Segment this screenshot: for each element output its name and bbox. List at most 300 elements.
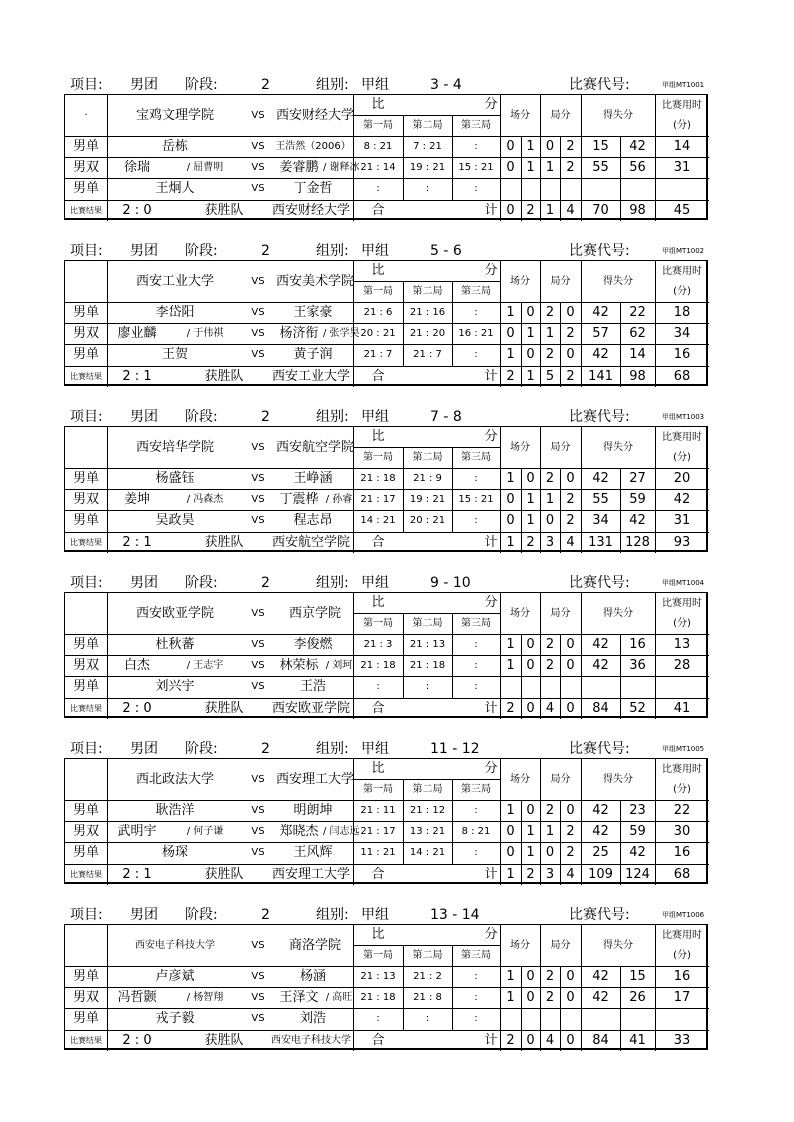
result-score: 2 : 0 xyxy=(122,1033,152,1048)
row-type: 男双 xyxy=(72,160,99,175)
row-type: 男单 xyxy=(72,471,99,486)
group-value: 甲组 xyxy=(361,243,389,259)
group-value: 甲组 xyxy=(361,77,389,93)
field-score-a: 1 xyxy=(506,990,515,1005)
game3-score: : xyxy=(474,349,478,360)
time-header-1: 比赛用时 xyxy=(662,598,702,609)
winner-team: 西安欧亚学院 xyxy=(271,701,350,716)
points-a: 42 xyxy=(592,471,609,486)
player-b-partner: / 孙睿 xyxy=(325,494,353,505)
vs-label: VS xyxy=(251,328,265,339)
game3-score: 16 : 21 xyxy=(458,328,494,339)
pair-value: 3 - 4 xyxy=(430,77,462,93)
field-score-a: 0 xyxy=(506,824,515,839)
field-score-a: 0 xyxy=(506,160,515,175)
game-score-a: 2 xyxy=(545,658,555,673)
total-field-b: 2 xyxy=(526,203,535,218)
game-score-header: 局分 xyxy=(550,276,571,287)
result-label: 比赛结果 xyxy=(70,704,102,713)
game-score-header: 局分 xyxy=(550,940,571,951)
total-game-b: 2 xyxy=(566,369,575,384)
game-score-b: 2 xyxy=(566,513,575,528)
match-block xyxy=(64,574,708,720)
total-label-he: 合 xyxy=(371,867,385,882)
total-label-he: 合 xyxy=(371,203,385,218)
player-a: 刘兴宇 xyxy=(155,679,195,694)
total-label-ji: 计 xyxy=(484,701,498,716)
game3-header: 第三局 xyxy=(461,120,491,131)
points-a: 57 xyxy=(592,326,609,341)
game1-score: : xyxy=(376,1013,380,1024)
label-stage: 阶段: xyxy=(185,77,218,93)
vs-label: VS xyxy=(251,847,265,858)
points-a: 42 xyxy=(592,803,609,818)
winner-team: 西安电子科技大学 xyxy=(271,1035,351,1046)
score-header-bi: 比 xyxy=(371,263,385,278)
vs-label: VS xyxy=(251,971,265,982)
score-header-bi: 比 xyxy=(371,761,385,776)
score-header-fen: 分 xyxy=(484,761,498,776)
match-code: 甲组MT1006 xyxy=(662,911,705,919)
match-table xyxy=(64,924,708,1050)
row-type: 男单 xyxy=(72,845,99,860)
label-project: 项目: xyxy=(70,575,103,591)
field-score-a: 1 xyxy=(506,658,515,673)
total-points-b: 98 xyxy=(629,369,646,384)
group-value: 甲组 xyxy=(361,575,389,591)
player-a-partner: / 屈曹明 xyxy=(186,162,224,173)
total-field-b: 0 xyxy=(526,701,535,716)
team-a-name: 西安欧亚学院 xyxy=(135,606,214,621)
points-a: 25 xyxy=(592,845,609,860)
match-header xyxy=(64,574,708,592)
row-type: 男双 xyxy=(72,824,99,839)
time-header-2: (分) xyxy=(673,120,691,131)
total-points-a: 70 xyxy=(592,203,609,218)
total-points-a: 131 xyxy=(588,535,613,550)
field-score-a: 0 xyxy=(506,513,515,528)
points-b: 42 xyxy=(629,513,646,528)
time-used xyxy=(655,1008,709,1030)
points-b: 23 xyxy=(629,803,646,818)
game-score-a xyxy=(540,676,560,698)
event-name: 男团 xyxy=(130,741,158,757)
vs-label: VS xyxy=(251,826,265,837)
game3-score: : xyxy=(474,639,478,650)
game3-score: : xyxy=(474,805,478,816)
player-a: 王炯人 xyxy=(155,181,195,196)
total-time: 93 xyxy=(673,535,691,550)
total-label-ji: 计 xyxy=(484,1033,498,1048)
event-name: 男团 xyxy=(130,575,158,591)
label-stage: 阶段: xyxy=(185,243,218,259)
team-b-name: 西安美术学院 xyxy=(275,274,354,289)
vs-label: VS xyxy=(251,473,265,484)
game-score-b: 2 xyxy=(566,139,575,154)
score-header-bi: 比 xyxy=(371,97,385,112)
total-game-b: 4 xyxy=(566,867,575,882)
field-score-a: 0 xyxy=(506,139,515,154)
vs-label: VS xyxy=(251,162,265,173)
vs-label: VS xyxy=(251,183,265,194)
label-project: 项目: xyxy=(70,243,103,259)
total-field-b: 2 xyxy=(526,535,535,550)
total-field-a: 1 xyxy=(506,867,515,882)
player-a-partner: / 冯森杰 xyxy=(186,494,224,505)
points-b: 26 xyxy=(629,990,646,1005)
team-a-name: 西安培华学院 xyxy=(135,440,214,455)
game-score-a: 2 xyxy=(545,471,555,486)
game3-score: : xyxy=(474,847,478,858)
field-score-header: 场分 xyxy=(510,276,530,287)
points-b xyxy=(620,1008,655,1030)
total-game-a: 3 xyxy=(545,535,555,550)
row-type: 男单 xyxy=(72,513,99,528)
match-table xyxy=(64,592,708,718)
points-b: 22 xyxy=(629,305,646,320)
game1-score: 21 : 17 xyxy=(360,826,396,837)
winner-label: 获胜队 xyxy=(204,867,244,882)
total-field-b: 0 xyxy=(526,1033,535,1048)
game-score-b: 0 xyxy=(566,990,575,1005)
game-score-header: 局分 xyxy=(550,774,571,785)
field-score-b: 1 xyxy=(526,326,535,341)
match-code: 甲组MT1001 xyxy=(662,81,705,89)
label-stage: 阶段: xyxy=(185,741,218,757)
score-header-fen: 分 xyxy=(484,595,498,610)
player-b: 程志昂 xyxy=(293,513,333,528)
event-name: 男团 xyxy=(130,243,158,259)
game2-score: 19 : 21 xyxy=(409,494,446,505)
total-points-b: 98 xyxy=(629,203,646,218)
game-score-b: 0 xyxy=(566,658,575,673)
points-header: 得失分 xyxy=(603,940,633,951)
points-a: 42 xyxy=(592,990,609,1005)
points-b: 62 xyxy=(629,326,646,341)
total-label-ji: 计 xyxy=(484,369,498,384)
row-type: 男单 xyxy=(72,347,99,362)
time-header-2: (分) xyxy=(673,286,691,297)
player-b: 王家豪 xyxy=(293,305,333,320)
pair-value: 9 - 10 xyxy=(430,575,471,591)
player-a-partner: / 何子谦 xyxy=(186,826,224,837)
game3-header: 第三局 xyxy=(461,784,491,795)
game-score-b xyxy=(560,1008,581,1030)
time-used: 14 xyxy=(673,139,691,154)
player-a: 姜坤 xyxy=(123,492,150,507)
total-points-b: 52 xyxy=(629,701,646,716)
label-group: 组别: xyxy=(316,409,349,425)
total-label-he: 合 xyxy=(371,1033,385,1048)
player-a-partner: / 王志宇 xyxy=(186,660,224,671)
field-score-header: 场分 xyxy=(510,940,530,951)
field-score-header: 场分 xyxy=(510,442,530,453)
game2-score: 21 : 20 xyxy=(409,328,446,339)
game-score-a: 0 xyxy=(545,845,555,860)
total-game-a: 3 xyxy=(545,867,555,882)
time-header-1: 比赛用时 xyxy=(662,266,702,277)
game3-score: : xyxy=(474,992,478,1003)
game-score-a: 2 xyxy=(545,305,555,320)
match-block xyxy=(64,242,708,388)
vs-label: VS xyxy=(251,681,265,692)
field-score-b: 1 xyxy=(526,139,535,154)
time-header-1: 比赛用时 xyxy=(662,930,702,941)
points-a: 42 xyxy=(592,637,609,652)
game2-header: 第二局 xyxy=(412,784,443,795)
points-header: 得失分 xyxy=(603,442,633,453)
total-points-b: 41 xyxy=(629,1033,646,1048)
player-b: 林荣标 xyxy=(279,658,319,673)
player-a: 岳栋 xyxy=(161,139,188,154)
row-type: 男双 xyxy=(72,990,99,1005)
game-score-b: 0 xyxy=(566,305,575,320)
game2-header: 第二局 xyxy=(412,618,443,629)
label-code: 比赛代号: xyxy=(569,907,630,923)
game2-score: 21 : 12 xyxy=(409,805,446,816)
player-a: 杜秋蕃 xyxy=(155,637,195,652)
field-score-a xyxy=(500,676,521,698)
game1-header: 第一局 xyxy=(363,452,393,463)
field-score-b: 1 xyxy=(526,492,535,507)
score-header-fen: 分 xyxy=(484,429,498,444)
match-table xyxy=(64,260,708,386)
game-score-a: 1 xyxy=(545,326,555,341)
game-score-a xyxy=(540,1008,560,1030)
game1-score: : xyxy=(376,183,380,194)
pair-value: 7 - 8 xyxy=(430,409,462,425)
vs-label: VS xyxy=(251,276,265,287)
result-score: 2 : 0 xyxy=(122,701,152,716)
team-b-name: 西安理工大学 xyxy=(275,772,354,787)
game2-score: 21 : 13 xyxy=(409,639,446,650)
total-points-a: 109 xyxy=(588,867,613,882)
total-label-ji: 计 xyxy=(484,867,498,882)
field-score-b: 0 xyxy=(526,658,535,673)
game2-score: 14 : 21 xyxy=(409,847,446,858)
field-score-b xyxy=(521,1008,540,1030)
row-type: 男单 xyxy=(72,803,99,818)
time-header-2: (分) xyxy=(673,452,691,463)
match-table xyxy=(64,426,708,552)
corner-mark xyxy=(65,593,107,634)
result-score: 2 : 1 xyxy=(122,867,152,882)
field-score-a: 0 xyxy=(506,845,515,860)
match-header xyxy=(64,740,708,758)
total-field-a: 2 xyxy=(506,701,515,716)
game2-score: 13 : 21 xyxy=(409,826,446,837)
result-score: 2 : 1 xyxy=(122,369,152,384)
game-score-b: 0 xyxy=(566,347,575,362)
match-header xyxy=(64,906,708,924)
points-a: 42 xyxy=(592,347,609,362)
row-type: 男单 xyxy=(72,969,99,984)
label-project: 项目: xyxy=(70,907,103,923)
event-name: 男团 xyxy=(130,77,158,93)
vs-label: VS xyxy=(251,992,265,1003)
total-label-he: 合 xyxy=(371,535,385,550)
total-time: 45 xyxy=(673,203,691,218)
game-score-a: 2 xyxy=(545,969,555,984)
game2-header: 第二局 xyxy=(412,950,443,961)
total-field-a: 2 xyxy=(506,1033,515,1048)
row-type: 男双 xyxy=(72,326,99,341)
player-b: 丁震桦 xyxy=(279,492,319,507)
total-label-he: 合 xyxy=(371,701,385,716)
field-score-b: 0 xyxy=(526,347,535,362)
points-a: 42 xyxy=(592,658,609,673)
group-value: 甲组 xyxy=(361,907,389,923)
score-header-fen: 分 xyxy=(484,927,498,942)
player-a: 吴政昊 xyxy=(155,513,195,528)
points-b: 15 xyxy=(629,969,646,984)
total-field-a: 2 xyxy=(506,369,515,384)
result-label: 比赛结果 xyxy=(70,870,102,879)
match-block xyxy=(64,740,708,886)
game1-score: 21 : 13 xyxy=(360,971,396,982)
total-points-a: 84 xyxy=(592,1033,609,1048)
game2-header: 第二局 xyxy=(412,452,443,463)
field-score-b: 1 xyxy=(526,160,535,175)
group-value: 甲组 xyxy=(361,409,389,425)
team-a-name: 西北政法大学 xyxy=(135,772,214,787)
winner-team: 西安理工大学 xyxy=(271,867,350,882)
team-b-name: 西京学院 xyxy=(288,606,341,621)
game-score-a xyxy=(540,178,560,200)
field-score-b: 0 xyxy=(526,305,535,320)
game-score-a: 1 xyxy=(545,492,555,507)
field-score-b xyxy=(521,676,540,698)
match-table xyxy=(64,758,708,884)
game2-score: 21 : 2 xyxy=(413,971,442,982)
winner-team: 西安工业大学 xyxy=(271,369,350,384)
field-score-a xyxy=(500,178,521,200)
field-score-b xyxy=(521,178,540,200)
field-score-a: 1 xyxy=(506,637,515,652)
player-a: 杨盛钰 xyxy=(155,471,195,486)
player-b-partner: / 闫志远 xyxy=(323,826,360,837)
game1-score: 11 : 21 xyxy=(360,847,396,858)
game-score-header: 局分 xyxy=(550,442,571,453)
time-header-1: 比赛用时 xyxy=(662,432,702,443)
event-name: 男团 xyxy=(130,409,158,425)
winner-team: 西安财经大学 xyxy=(271,203,350,218)
label-project: 项目: xyxy=(70,741,103,757)
stage-value: 2 xyxy=(261,243,270,259)
player-b: 李俊燃 xyxy=(293,637,333,652)
total-game-a: 5 xyxy=(545,369,555,384)
field-score-a: 0 xyxy=(506,492,515,507)
points-b xyxy=(620,676,655,698)
vs-label: VS xyxy=(251,1013,265,1024)
game-score-header: 局分 xyxy=(550,110,571,121)
player-b: 郑晓杰 xyxy=(279,824,319,839)
time-used: 17 xyxy=(673,990,691,1005)
total-game-a: 4 xyxy=(545,1033,555,1048)
points-b: 56 xyxy=(629,160,646,175)
player-b: 姜睿鹏 xyxy=(279,160,319,175)
group-value: 甲组 xyxy=(361,741,389,757)
vs-label: VS xyxy=(251,494,265,505)
field-score-a: 1 xyxy=(506,347,515,362)
player-b: 王浩然（2006） xyxy=(275,141,351,152)
match-code: 甲组MT1002 xyxy=(662,247,705,255)
field-score-a xyxy=(500,1008,521,1030)
time-header-2: (分) xyxy=(673,950,691,961)
team-a-name: 西安电子科技大学 xyxy=(135,940,215,951)
stage-value: 2 xyxy=(261,409,270,425)
label-stage: 阶段: xyxy=(185,907,218,923)
player-a: 徐瑞 xyxy=(123,160,150,175)
corner-mark xyxy=(65,759,107,800)
vs-label: VS xyxy=(251,660,265,671)
result-label: 比赛结果 xyxy=(70,206,102,215)
score-header-bi: 比 xyxy=(371,429,385,444)
label-project: 项目: xyxy=(70,409,103,425)
game1-score: : xyxy=(376,681,380,692)
game3-score: 8 : 21 xyxy=(461,826,491,837)
field-score-b: 1 xyxy=(526,513,535,528)
time-used xyxy=(655,676,709,698)
game3-score: : xyxy=(474,660,478,671)
field-score-b: 0 xyxy=(526,637,535,652)
game-score-b: 2 xyxy=(566,845,575,860)
player-b: 王泽文 xyxy=(279,990,319,1005)
points-a: 42 xyxy=(592,824,609,839)
row-type: 男单 xyxy=(72,1011,99,1026)
time-used: 28 xyxy=(673,658,691,673)
game1-score: 21 : 7 xyxy=(363,349,393,360)
player-b: 王峥涵 xyxy=(293,471,333,486)
pair-value: 5 - 6 xyxy=(430,243,462,259)
game-score-a: 2 xyxy=(545,803,555,818)
game1-score: 8 : 21 xyxy=(363,141,393,152)
player-a: 戎子毅 xyxy=(155,1011,195,1026)
points-a: 42 xyxy=(592,305,609,320)
points-b: 42 xyxy=(629,139,646,154)
time-used: 16 xyxy=(673,347,691,362)
vs-label: VS xyxy=(251,639,265,650)
game2-header: 第二局 xyxy=(412,120,443,131)
game-score-a: 1 xyxy=(545,160,555,175)
game-score-b: 2 xyxy=(566,160,575,175)
time-used: 30 xyxy=(673,824,691,839)
corner-mark xyxy=(65,427,107,468)
winner-label: 获胜队 xyxy=(204,1033,244,1048)
points-a: 55 xyxy=(592,492,609,507)
game3-header: 第三局 xyxy=(461,950,491,961)
vs-label: VS xyxy=(251,515,265,526)
total-game-a: 1 xyxy=(545,203,555,218)
player-b-partner: / 高旺 xyxy=(325,992,353,1003)
field-score-a: 1 xyxy=(506,969,515,984)
label-group: 组别: xyxy=(316,907,349,923)
winner-team: 西安航空学院 xyxy=(271,535,350,550)
time-header-1: 比赛用时 xyxy=(662,100,702,111)
total-label-ji: 计 xyxy=(484,535,498,550)
game3-score: 15 : 21 xyxy=(458,494,494,505)
winner-label: 获胜队 xyxy=(204,535,244,550)
player-b-partner: / 谢释冰 xyxy=(323,162,360,173)
game-score-b xyxy=(560,178,581,200)
total-points-a: 84 xyxy=(592,701,609,716)
points-b: 14 xyxy=(629,347,646,362)
total-game-b: 0 xyxy=(566,1033,575,1048)
game2-score: 21 : 8 xyxy=(413,992,442,1003)
result-label: 比赛结果 xyxy=(70,1036,102,1045)
total-label-he: 合 xyxy=(371,369,385,384)
field-score-a: 1 xyxy=(506,471,515,486)
